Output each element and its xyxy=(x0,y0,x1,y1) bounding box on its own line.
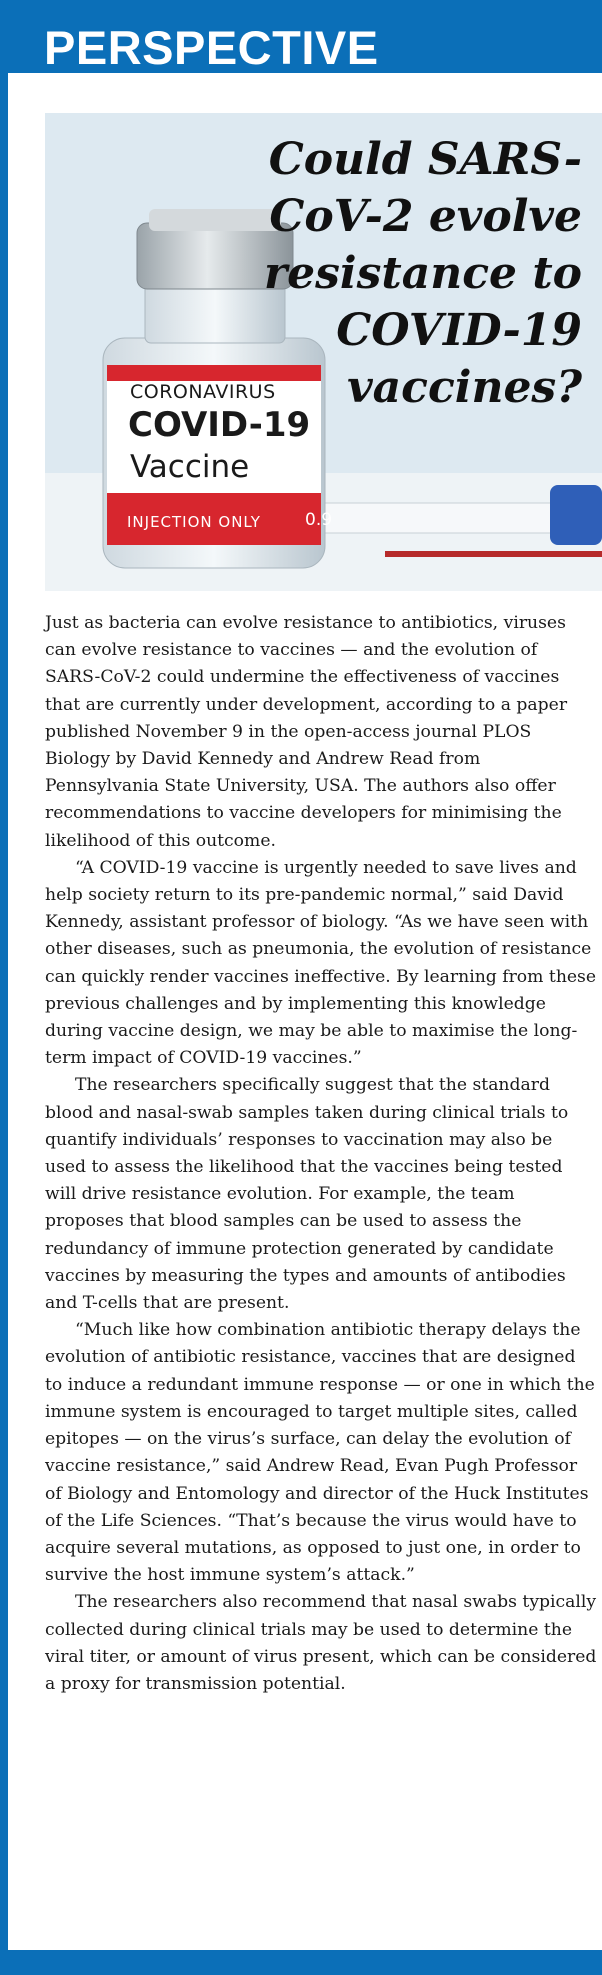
paragraph: “Much like how combination antibiotic therapy delays the evolution of antibiotic resistance, vaccines that are designed to induce a redundant immune response — or one in which the immune system is encouraged to target multiple sites, called epitopes — on the virus’s surface, can delay the evolution of vaccine resistance,” said Andrew Read, Evan Pugh Professor of Biology and Entomology and director of the Huck Institutes of the Life Sciences. “That’s because the virus would have to acquire several mutations, as opposed to just one, in order to survive the host immune system’s attack.” xyxy=(45,1320,595,1586)
article-body xyxy=(45,610,597,1698)
vial-label-brand: CORONAVIRUS xyxy=(130,381,276,403)
section-label: PERSPECTIVE xyxy=(44,21,379,74)
hero-image xyxy=(45,113,602,591)
paragraph: Just as bacteria can evolve resistance to antibiotics, viruses can evolve resistance to vaccines — and the evolution of SARS-CoV-2 could undermine the effectiveness of vaccines that are currently under development, according to a paper published November 9 in the open-access journal PLOS Biology by David Kennedy and Andrew Read from Pennsylvania State University, USA. The authors also offer recommendations to vaccine developers for minimising the likelihood of this outcome. xyxy=(45,613,568,851)
footer-bar xyxy=(0,1950,602,1975)
headline: Could SARS-CoV-2 evolve resistance to COVID-19 vaccines? xyxy=(263,134,582,413)
vial-label-title: COVID-19 xyxy=(128,405,311,445)
paragraph: The researchers specifically suggest that the standard blood and nasal-swab samples taken during clinical trials to quantify individuals’ responses to vaccination may also be used to assess the likelihood that the vaccines being tested will drive resistance evolution. For example, the team proposes that blood samples can be used to assess the redundancy of immune protection generated by candidate vaccines by measuring the types and amounts of antibodies and T-cells that are present. xyxy=(45,1075,569,1314)
vial-label-dose: 0.9 xyxy=(305,510,333,530)
paragraph: The researchers also recommend that nasal swabs typically collected during clinical trials may be used to determine the viral titer, or amount of virus present, which can be considered a proxy for transmission potential. xyxy=(45,1592,597,1694)
paragraph: “A COVID-19 vaccine is urgently needed to save lives and help society return to its pre-pandemic normal,” said David Kennedy, assistant professor of biology. “As we have seen with other diseases, such as pneumonia, the evolution of resistance can quickly render vaccines ineffective. By learning from these previous challenges and by implementing this knowledge during vaccine design, we may be able to maximise the long-term impact of COVID-19 vaccines.” xyxy=(45,857,597,1069)
vial-label-subtitle: Vaccine xyxy=(130,449,250,485)
vial-label-footer: INJECTION ONLY xyxy=(127,513,261,531)
left-border xyxy=(0,0,8,1975)
